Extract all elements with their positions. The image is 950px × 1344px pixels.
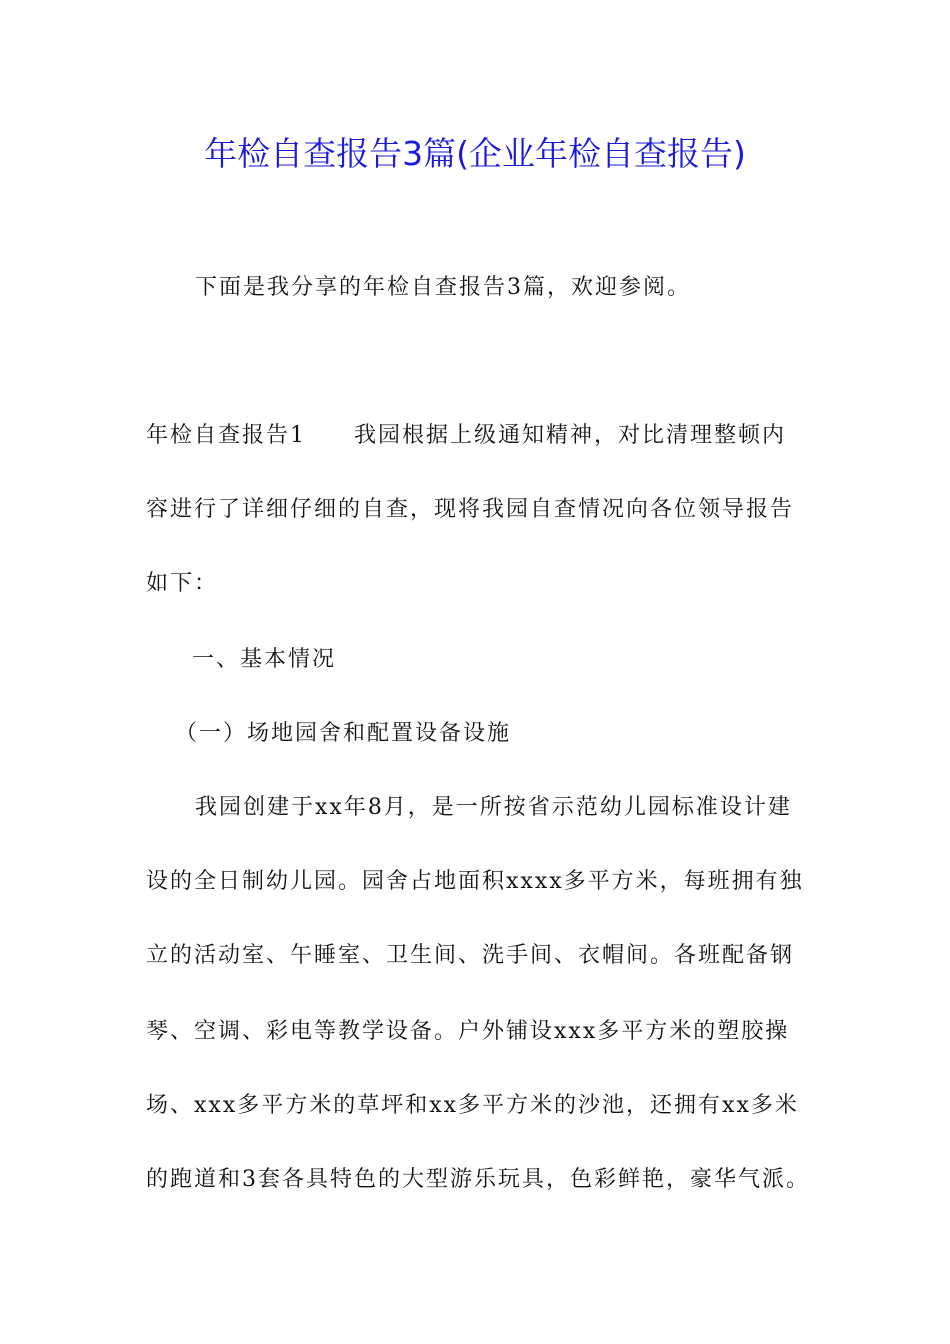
section-heading: 一、基本情况 (192, 647, 337, 672)
paragraph-line: 立的活动室、午睡室、卫生间、洗手间、衣帽间。各班配备钢 (146, 943, 795, 968)
report1-first-line (146, 416, 786, 456)
intro-text: 下面是我分享的年检自查报告3篇，欢迎参阅。 (195, 275, 691, 300)
paragraph-line: 琴、空调、彩电等教学设备。户外铺设xxx多平方米的塑胶操 (146, 1019, 790, 1044)
report1-line3: 如下： (146, 571, 219, 596)
paragraph-line: 场、xxx多平方米的草坪和xx多平方米的沙池，还拥有xx多米 (146, 1093, 799, 1118)
paragraph-line: 设的全日制幼儿园。园舍占地面积xxxx多平方米，每班拥有独 (146, 869, 804, 894)
report1-line1: 我园根据上级通知精神，对比清理整顿内 (354, 423, 787, 448)
paragraph-line: 我园创建于xx年8月，是一所按省示范幼儿园标准设计建 (195, 795, 792, 820)
document-title: 年检自查报告3篇(企业年检自查报告) (204, 134, 746, 173)
paragraph-line: 的跑道和3套各具特色的大型游乐玩具，色彩鲜艳，豪华气派。 (146, 1167, 810, 1192)
report1-heading: 年检自查报告1 (146, 423, 306, 448)
subsection-heading: （一）场地园舍和配置设备设施 (175, 721, 512, 746)
report1-line2: 容进行了详细仔细的自查，现将我园自查情况向各位领导报告 (146, 497, 795, 522)
